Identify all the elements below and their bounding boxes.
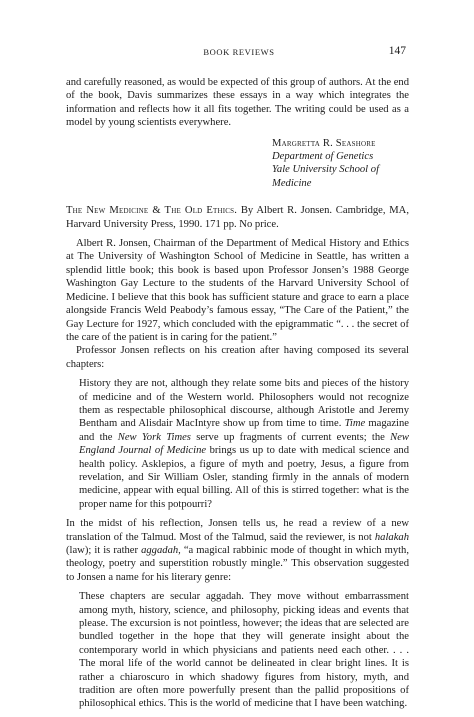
paragraph-3-text: In the midst of his reflection, Jonsen tells us, he read a review of a new translation of the Talmud. Most of the Talmud, said the reviewer, is not — [66, 518, 409, 543]
reviewer-institution: Yale University School of Medicine — [272, 164, 380, 189]
quote-1-text: serve up fragments of current events; the — [190, 431, 391, 443]
term-aggadah: aggadah, — [141, 545, 181, 556]
previous-review-ending: and carefully reasoned, as would be expected of this group of authors. At the end of the book, Davis summarizes these essays in a way which integrates the information and reflects how it all fits together. The writing could be used as a model by young scientists everywhere. — [66, 77, 410, 129]
review-heading — [66, 204, 409, 231]
quote-1-time-magazine: Time — [344, 418, 366, 430]
term-halakah: halakah — [374, 531, 409, 543]
reviewer-signature — [272, 137, 409, 191]
block-quote-1 — [79, 377, 409, 511]
running-head — [72, 45, 406, 59]
review-paragraph-3 — [66, 517, 409, 584]
paragraph-3-text: (law); it is rather — [66, 545, 142, 556]
quote-1-text: magazine and the — [79, 418, 409, 443]
review-paragraph-1: Albert R. Jonsen, Chairman of the Department of Medical History and Ethics at The University of Washington School of Medicine in Seattle, has written a splendid little book; this book is based upon Professor Jonsen’s 1988 George Washington Gay Lecture to the students of the Harvard University School of Medicine. I believe that this book has sufficient stature and grace to earn a place alongside Francis Weld Peabody’s famous essay, “The Care of the Patient,” the Gay Lecture for 1927, which concluded with the epigrammatic “. . . the secret of the care of the patient is in caring for the patient.” — [66, 238, 409, 343]
reviewer-name: Margretta R. Seashore — [272, 137, 376, 149]
quote-1-new-york-times: New York Times — [117, 431, 191, 443]
quote-1-nejm: New England Journal of Medicine — [79, 431, 409, 457]
block-quote-2: These chapters are secular aggadah. They move without embarrassment among myth, history, science, and philosophy, picking ideas and events that please. The excursion is not pointless, however; the ideas that are selected are bundled together in the hope that they will generate insight about the contemporary world in which physicians and patients need each other. . . . The moral life of the world cannot be delineated in clear bright lines. It is rather a chiaroscuro in which shadowy figures from history, myth, and tradition are often more powerfully present than the pallid propositions of philosophical ethics. This is the world of medicine that I have been watching. — [79, 591, 409, 710]
quote-1-text: History they are not, although they relate some bits and pieces of the history of medicine and of the Western world. Philosophers would not recognize them as respectable philosophical discourse, although Aristotle and Jeremy Bentham and Alisdair MacIntyre show up from time to time. — [79, 378, 409, 430]
reviewer-department: Department of Genetics — [272, 151, 374, 163]
book-citation: By Albert R. Jonsen. Cambridge, MA, Harvard University Press, 1990. 171 pp. No price. — [66, 205, 409, 230]
paragraph-3-text: “a magical rabbinic mode of thought in which myth, theology, poetry and superstition robustly mingle.” This observation suggested to Jonsen a name for his literary genre: — [66, 545, 410, 583]
quote-1-text: brings us up to date with medical science and health policy. Asklepios, a figure of myth and poetry, Jesus, a figure from revelation, and Sir William Osler, standing firmly in the annals of modern medicine, appear with equal billing. All of this is stirred together: what is the proper name for this potpourri? — [79, 445, 409, 510]
running-title: BOOK REVIEWS — [203, 47, 275, 57]
book-title: The New Medicine & The Old Ethics. — [66, 205, 238, 217]
page-number: 147 — [388, 45, 406, 57]
review-paragraph-2: Professor Jonsen reflects on his creation after having composed its several chapters: — [66, 345, 409, 370]
page-body — [66, 76, 409, 717]
